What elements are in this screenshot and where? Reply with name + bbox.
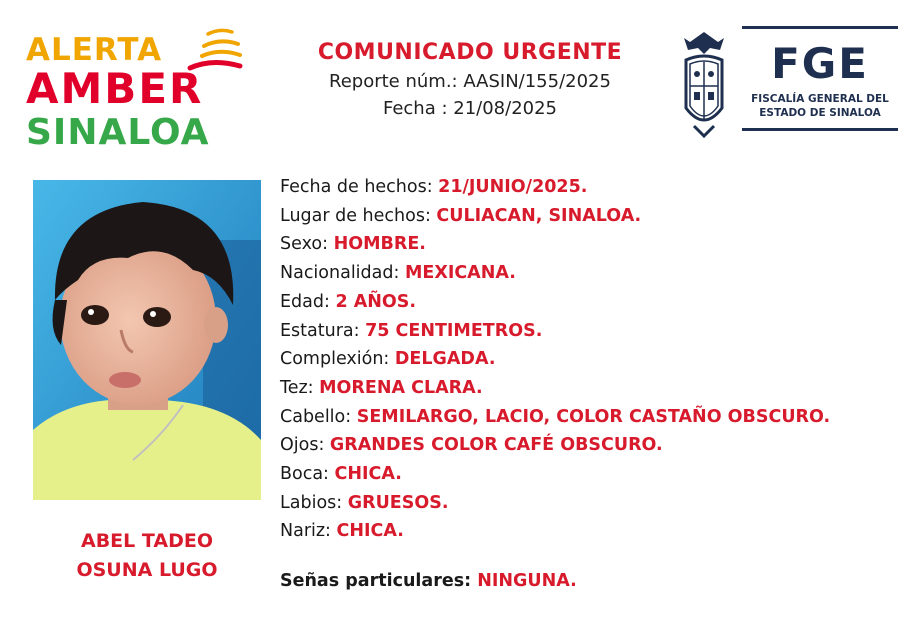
detail-row: [280, 431, 900, 460]
fge-name-line1: FISCALÍA GENERAL DEL: [751, 93, 889, 105]
detail-row: [280, 374, 900, 403]
detail-value: CHICA.: [336, 521, 404, 542]
logo-sinaloa-text: SINALOA: [26, 112, 210, 153]
detail-label: Complexión:: [280, 349, 395, 370]
child-portrait-image: [33, 180, 261, 500]
fge-bottom-rule: [742, 128, 898, 131]
detail-row: [280, 317, 900, 346]
detail-value: DELGADA.: [394, 349, 496, 370]
name-line1: ABEL TADEO: [81, 530, 213, 552]
detail-value: SEMILARGO, LACIO, COLOR CASTAÑO OBSCURO.: [356, 406, 831, 427]
detail-label: Sexo:: [280, 234, 334, 255]
detail-label: Tez:: [280, 377, 320, 398]
name-line2: OSUNA LUGO: [76, 559, 218, 581]
detail-row: [280, 202, 900, 231]
detail-value: CHICA.: [334, 464, 402, 485]
detail-value: 75 CENTIMETROS.: [365, 320, 543, 341]
detail-value: HOMBRE.: [333, 234, 426, 255]
detail-label: Fecha de hechos:: [280, 177, 439, 197]
detail-label: Edad:: [280, 291, 336, 312]
detail-row: [280, 259, 900, 288]
logo-amber-text: AMBER: [26, 64, 204, 113]
detail-row: [280, 460, 900, 489]
person-details-list: [280, 173, 900, 546]
detail-label: Lugar de hechos:: [280, 205, 437, 226]
detail-row: [280, 288, 900, 317]
detail-value: 21/JUNIO/2025.: [438, 177, 588, 197]
detail-value: GRUESOS.: [347, 492, 449, 513]
detail-row: [280, 403, 900, 432]
detail-value: GRANDES COLOR CAFÉ OBSCURO.: [329, 435, 663, 456]
detail-label: Nacionalidad:: [280, 263, 405, 284]
fge-acronym: FGE: [771, 39, 869, 88]
detail-label: Nariz:: [280, 521, 337, 542]
detail-value: MEXICANA.: [404, 263, 516, 284]
detail-value: 2 AÑOS.: [335, 291, 417, 312]
missing-person-name: [33, 527, 261, 585]
fge-top-rule: [742, 26, 898, 29]
detail-label: Cabello:: [280, 406, 357, 427]
detail-row: [280, 345, 900, 374]
fge-logo: [742, 26, 898, 131]
detail-row: [280, 489, 900, 518]
alerta-amber-sinaloa-logo: [22, 24, 252, 164]
logo-alerta-text: ALERTA: [26, 32, 163, 68]
fge-name-line2: ESTADO DE SINALOA: [759, 107, 881, 119]
detail-row: [280, 517, 900, 546]
detail-value: CULIACAN, SINALOA.: [436, 205, 642, 226]
special-marks: [280, 571, 577, 591]
detail-row: [280, 173, 900, 202]
detail-label: Boca:: [280, 464, 335, 485]
bulletin-header: [280, 40, 660, 119]
state-seal-icon: [680, 28, 728, 140]
special-marks-value: NINGUNA.: [477, 571, 577, 591]
bulletin-title: COMUNICADO URGENTE: [317, 40, 623, 65]
detail-label: Labios:: [280, 492, 348, 513]
missing-person-photo: [33, 180, 261, 500]
report-number: Reporte núm.: AASIN/155/2025: [329, 71, 611, 92]
special-marks-label: Señas particulares:: [280, 571, 478, 591]
report-date: Fecha : 21/08/2025: [382, 98, 558, 119]
detail-value: MORENA CLARA.: [319, 377, 483, 398]
detail-label: Estatura:: [280, 320, 366, 341]
detail-label: Ojos:: [280, 435, 330, 456]
detail-row: [280, 230, 900, 259]
